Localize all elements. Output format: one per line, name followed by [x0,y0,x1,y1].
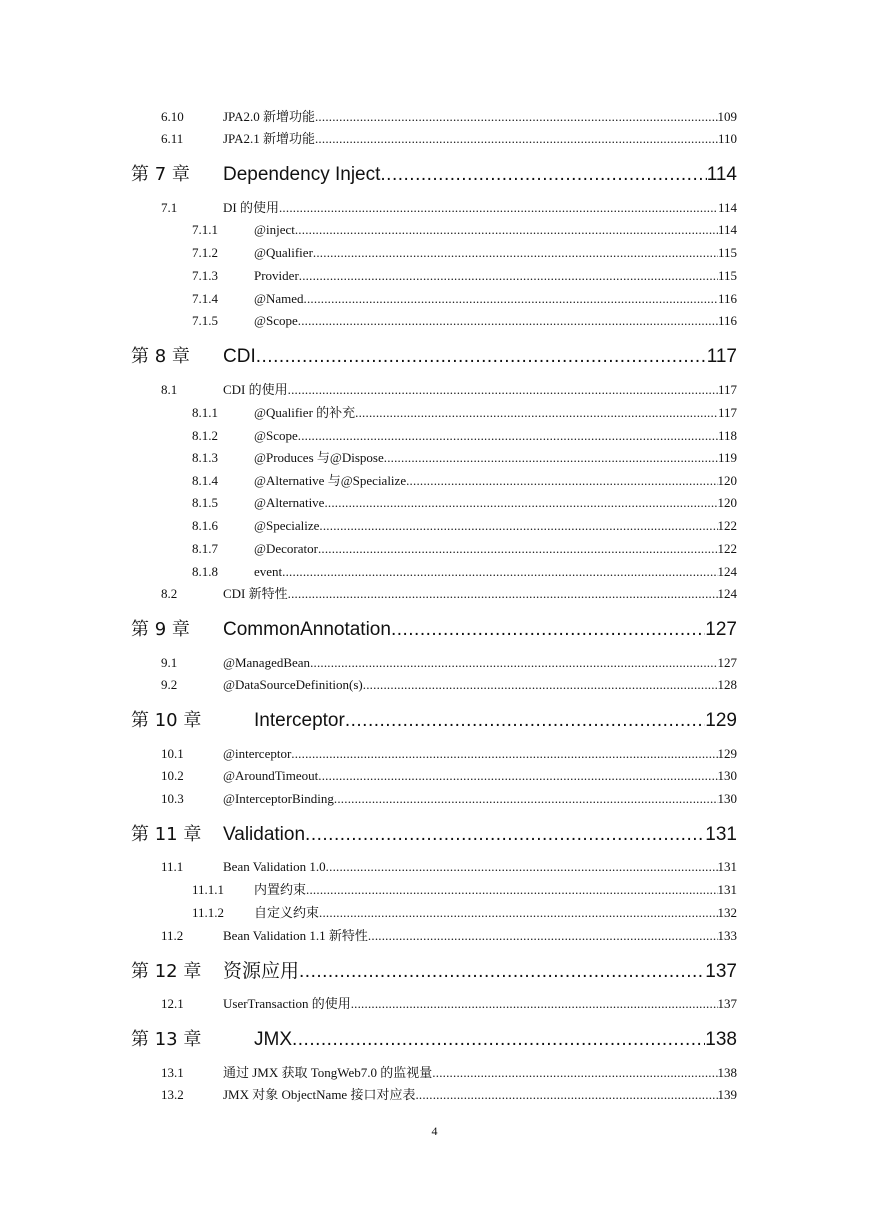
toc-title: CDI 新特性 [223,586,288,601]
toc-title: 通过 JMX 获取 TongWeb7.0 的监视量 [223,1065,433,1080]
toc-number: 13.2 [161,1087,184,1102]
toc-title: 自定义约束 [254,905,320,920]
toc-page-number: 127 [705,619,737,640]
toc-page-number: 131 [717,859,737,874]
toc-section-row[interactable] [161,1086,737,1104]
toc-title: Interceptor [254,710,345,731]
toc-section-row[interactable] [192,517,737,535]
toc-section-row[interactable] [161,858,737,876]
toc-title: Bean Validation 1.1 新特性 [223,928,368,943]
toc-page-number: 109 [717,109,737,124]
toc-section-row[interactable] [192,904,737,922]
toc-title: CommonAnnotation [223,619,391,640]
dot-leader [304,290,718,308]
toc-title: @inject [254,222,295,237]
toc-number: 8.1.3 [192,450,218,465]
toc-page-number: 117 [717,405,737,420]
toc-title: CDI 的使用 [223,382,288,397]
toc-chapter-row[interactable] [131,1027,737,1053]
toc-title: JMX 对象 ObjectName 接口对应表 [223,1087,416,1102]
toc-section-row[interactable] [192,472,737,490]
toc-title: UserTransaction 的使用 [223,996,351,1011]
toc-page-number: 122 [717,541,737,556]
toc-chapter-row[interactable] [131,617,737,643]
toc-number: 8.1.5 [192,495,218,510]
toc-number: 13.1 [161,1065,184,1080]
dot-leader [432,1064,717,1082]
toc-number: 10.1 [161,746,184,761]
toc-title: Validation [223,824,306,845]
toc-page-number: 137 [717,996,737,1011]
dot-leader [306,881,717,899]
toc-page-number: 116 [717,313,737,328]
toc-section-row[interactable] [161,381,737,399]
dot-leader [406,472,717,490]
toc-page-number: 124 [717,586,737,601]
dot-leader [415,1086,717,1104]
dot-leader [355,404,718,422]
toc-page-number: 128 [717,677,737,692]
toc-number: 8.1.4 [192,473,218,488]
dot-leader [295,221,718,239]
toc-title: @Decorator [254,541,318,556]
toc-section-row[interactable] [192,427,737,445]
toc-title: @Scope [254,313,298,328]
toc-chapter-row[interactable] [131,959,737,985]
toc-number: 7.1.1 [192,222,218,237]
toc-number: 7.1.4 [192,291,218,306]
toc-section-row[interactable] [161,995,737,1013]
toc-section-row[interactable] [192,244,737,262]
toc-page-number: 131 [705,824,737,845]
toc-number: 6.11 [161,131,184,146]
toc-section-row[interactable] [192,494,737,512]
dot-leader [288,381,718,399]
dot-leader [315,130,718,148]
toc-section-row[interactable] [192,267,737,285]
toc-page-number: 115 [717,268,737,283]
toc-title: @DataSourceDefinition(s) [223,677,363,692]
toc-page-number: 115 [717,245,737,260]
dot-leader [299,959,705,985]
toc-number: 10.3 [161,791,184,806]
toc-chapter-row[interactable] [131,822,737,848]
toc-title: @AroundTimeout [223,768,319,783]
toc-page-number: 117 [717,382,737,397]
toc-title: JPA2.0 新增功能 [223,109,315,124]
toc-number: 7.1.2 [192,245,218,260]
toc-section-row[interactable] [192,312,737,330]
toc-title: Bean Validation 1.0 [223,859,326,874]
dot-leader [282,563,717,581]
dot-leader [315,108,718,126]
toc-section-row[interactable] [161,767,737,785]
toc-title: 资源应用 [223,961,300,982]
dot-leader [384,449,718,467]
toc-section-row[interactable] [161,130,737,148]
toc-number: 第 8 章 [131,346,190,367]
dot-leader [345,708,705,734]
toc-page-number: 114 [706,164,737,185]
dot-leader [318,540,718,558]
toc-title: JMX [254,1029,292,1050]
toc-section-row[interactable] [161,1064,737,1082]
toc-page-number: 132 [717,905,737,920]
toc-title: @interceptor [223,746,292,761]
toc-page-number: 124 [717,564,737,579]
toc-section-row[interactable] [161,676,737,694]
toc-number: 9.2 [161,677,178,692]
toc-title: Provider [254,268,299,283]
toc-title: @Named [254,291,304,306]
toc-page-number: 130 [717,768,737,783]
toc-page-number: 129 [717,746,737,761]
dot-leader [391,617,705,643]
toc-number: 第 11 章 [131,824,202,845]
dot-leader [256,344,707,370]
toc-page-number: 139 [717,1087,737,1102]
toc-section-row[interactable] [161,108,737,126]
dot-leader [305,822,705,848]
toc-title: @Qualifier 的补充 [254,405,356,420]
toc-number: 6.10 [161,109,184,124]
toc-title: @Produces 与@Dispose [254,450,384,465]
toc-page-number: 129 [705,710,737,731]
toc-page-number: 114 [717,222,737,237]
dot-leader [279,199,718,217]
toc-number: 11.1.2 [192,905,225,920]
toc-page-number: 131 [717,882,737,897]
toc-number: 8.1.7 [192,541,218,556]
toc-section-row[interactable] [161,585,737,603]
toc-section-row[interactable] [192,290,737,308]
toc-page-number: 133 [717,928,737,943]
toc-title: @Qualifier [254,245,313,260]
toc-section-row[interactable] [192,540,737,558]
toc-page-number: 110 [717,131,737,146]
toc-section-row[interactable] [161,790,737,808]
toc-number: 11.1.1 [192,882,225,897]
dot-leader [351,995,718,1013]
dot-leader [310,654,717,672]
toc-title: @Specialize [254,518,320,533]
toc-number: 11.2 [161,928,184,943]
toc-title: DI 的使用 [223,200,279,215]
toc-page-number: 130 [717,791,737,806]
dot-leader [298,427,718,445]
toc-title: Dependency Inject [223,164,381,185]
toc-title: @Scope [254,428,298,443]
toc-page-number: 119 [717,450,737,465]
toc-number: 12.1 [161,996,184,1011]
toc-title: JPA2.1 新增功能 [223,131,315,146]
toc-page-number: 138 [705,1029,737,1050]
dot-leader [298,312,718,330]
toc-number: 7.1.5 [192,313,218,328]
page-number: 4 [431,1124,438,1138]
toc-title: 内置约束 [254,882,307,897]
toc-chapter-row[interactable] [131,162,737,188]
dot-leader [319,517,717,535]
toc-page-number: 116 [717,291,737,306]
toc-title: CDI [223,346,256,367]
toc-number: 第 7 章 [131,164,190,185]
toc-number: 第 12 章 [131,961,202,982]
dot-leader [291,745,717,763]
dot-leader [313,244,718,262]
dot-leader [299,267,718,285]
toc-section-row[interactable] [192,881,737,899]
dot-leader [334,790,718,808]
toc-number: 8.2 [161,586,178,601]
toc-title: event [254,564,283,579]
toc-number: 7.1.3 [192,268,218,283]
toc-page-number: 137 [705,961,737,982]
toc-number: 11.1 [161,859,184,874]
toc-title: @InterceptorBinding [223,791,334,806]
dot-leader [292,1027,705,1053]
dot-leader [324,494,717,512]
toc-page-number: 127 [717,655,737,670]
toc-section-row[interactable] [161,199,737,217]
toc-section-row[interactable] [192,404,737,422]
toc-page-number: 114 [717,200,737,215]
toc-section-row[interactable] [192,563,737,581]
toc-page-number: 138 [717,1065,737,1080]
toc-number: 7.1 [161,200,178,215]
dot-leader [318,767,717,785]
toc-number: 8.1 [161,382,178,397]
dot-leader [368,927,718,945]
dot-leader [288,585,718,603]
toc-number: 10.2 [161,768,184,783]
toc-section-row[interactable] [161,927,737,945]
toc-number: 8.1.1 [192,405,218,420]
toc-number: 第 13 章 [131,1029,202,1050]
toc-chapter-row[interactable] [131,344,737,370]
toc-section-row[interactable] [161,654,737,672]
dot-leader [363,676,718,694]
toc-number: 第 10 章 [131,710,202,731]
toc-title: @ManagedBean [223,655,311,670]
toc-page-number: 120 [717,495,737,510]
toc-chapter-row[interactable] [131,708,737,734]
dot-leader [319,904,717,922]
toc-section-row[interactable] [161,745,737,763]
toc-number: 9.1 [161,655,178,670]
toc-number: 8.1.8 [192,564,218,579]
toc-section-row[interactable] [192,449,737,467]
dot-leader [326,858,718,876]
toc-page-number: 120 [717,473,737,488]
toc-number: 8.1.2 [192,428,218,443]
toc-title: @Alternative 与@Specialize [254,473,407,488]
toc-page-number: 118 [717,428,737,443]
toc-section-row[interactable] [192,221,737,239]
toc-number: 8.1.6 [192,518,218,533]
toc-page-number: 122 [717,518,737,533]
toc-number: 第 9 章 [131,619,190,640]
dot-leader [380,162,706,188]
toc-title: @Alternative [254,495,325,510]
toc-page-number: 117 [706,346,737,367]
